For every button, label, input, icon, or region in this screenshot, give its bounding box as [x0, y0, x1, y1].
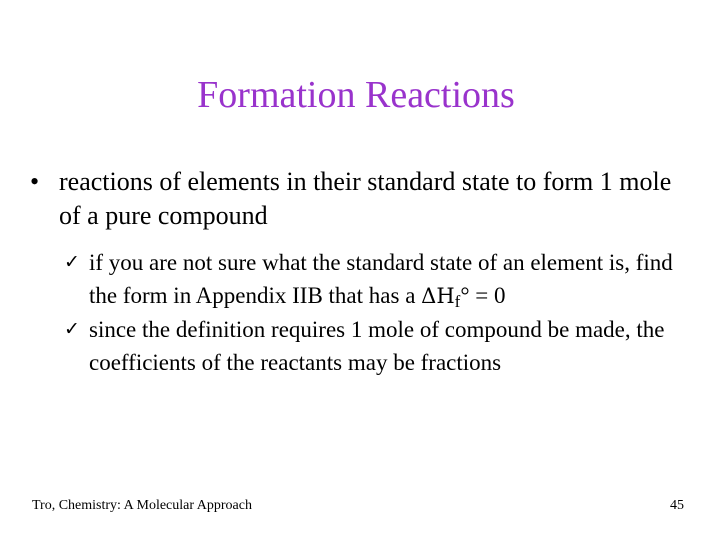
formation-subscript: f	[454, 292, 461, 311]
slide-title: Formation Reactions	[197, 74, 515, 116]
sub-bullet-text: if you are not sure what the standard state of an element is, find the form in Appendix IIB that has a	[89, 250, 673, 308]
main-bullet-text: reactions of elements in their standard state to form 1 mole of a pure compound	[59, 167, 672, 230]
bullet-marker: •	[30, 167, 40, 196]
footer-source: Tro, Chemistry: A Molecular Approach	[32, 498, 252, 513]
sub-bullet-item	[64, 246, 694, 313]
sub-bullet-list	[64, 246, 694, 379]
page-number: 45	[670, 498, 684, 513]
sub-bullet-item	[64, 313, 694, 379]
sub-bullet-text-end: ° = 0	[460, 283, 506, 308]
delta-h-symbol: ΔH	[421, 284, 455, 308]
sub-bullet-text: since the definition requires 1 mole of compound be made, the coefficients of the reactants may be fractions	[89, 317, 665, 375]
check-icon: ✓	[64, 251, 80, 273]
check-icon: ✓	[64, 318, 80, 340]
